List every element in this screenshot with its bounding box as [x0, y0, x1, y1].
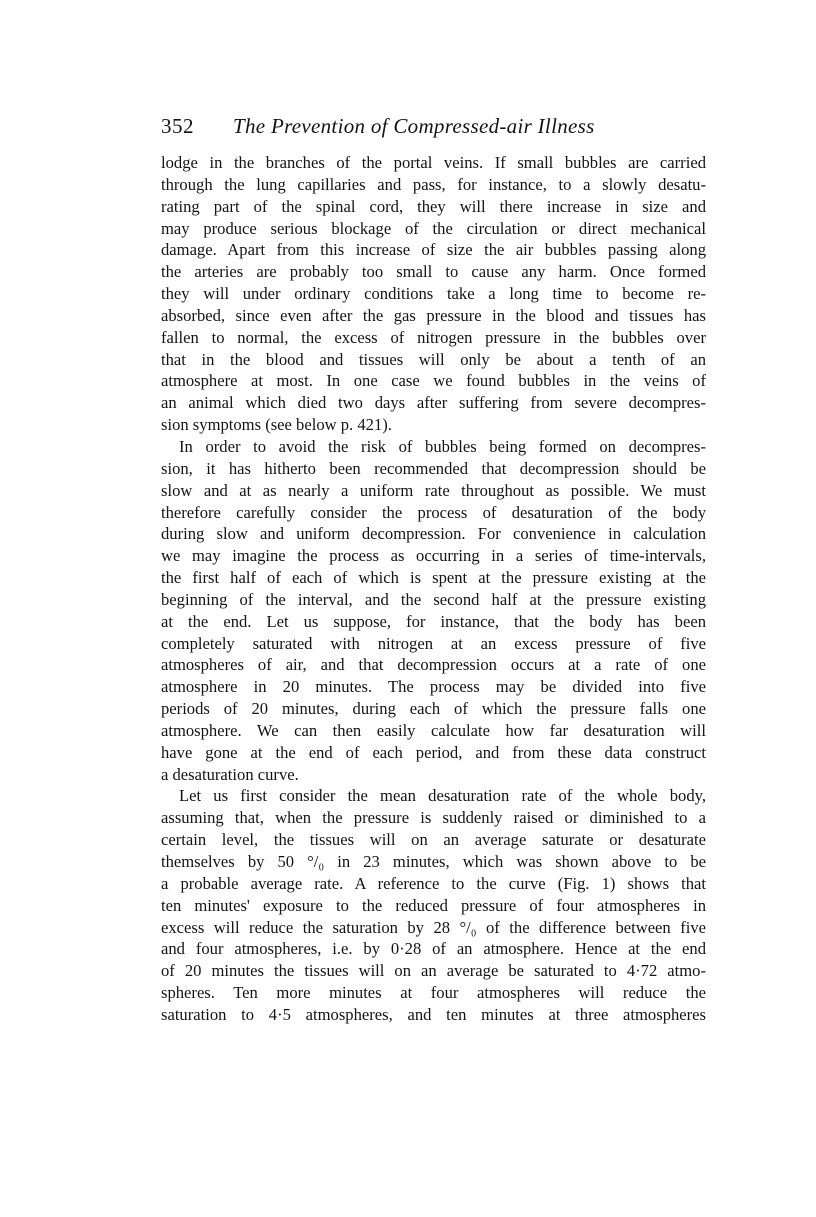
text-line: atmosphere in 20 minutes. The process may be divided into five — [161, 677, 706, 697]
text-line: absorbed, since even after the gas pressure in the blood and tissues has — [161, 305, 706, 325]
text-line: periods of 20 minutes, during each of which the pressure falls one — [161, 699, 706, 719]
text-line: rating part of the spinal cord, they will there increase in size and — [161, 196, 706, 216]
paragraph-3 — [161, 785, 706, 1025]
text-line: certain level, the tissues will on an average saturate or desaturate — [161, 830, 706, 850]
text-line: the arteries are probably too small to cause any harm. Once formed — [161, 262, 706, 282]
text-line: completely saturated with nitrogen at an excess pressure of five — [161, 633, 706, 653]
text-line: atmosphere at most. In one case we found bubbles in the veins of — [161, 371, 706, 391]
text-line: at the end. Let us suppose, for instance, that the body has been — [161, 611, 706, 631]
running-title: The Prevention of Compressed-air Illness — [233, 114, 595, 138]
text-line: atmosphere. We can then easily calculate how far desaturation will — [161, 720, 706, 740]
body-text — [161, 152, 706, 1026]
text-line: the first half of each of which is spent at the pressure existing at the — [161, 568, 706, 588]
text-line: themselves by 50 °/₀ in 23 minutes, which was shown above to be — [161, 852, 706, 871]
text-line: Let us first consider the mean desaturation rate of the whole body, — [179, 786, 706, 806]
text-line: and four atmospheres, i.e. by 0·28 of an atmosphere. Hence at the end — [161, 939, 706, 959]
text-line: they will under ordinary conditions take a long time to become re- — [161, 284, 706, 304]
text-line: excess will reduce the saturation by 28 °/₀ of the difference between five — [161, 917, 706, 937]
text-line: In order to avoid the risk of bubbles being formed on decompres- — [179, 436, 706, 456]
text-line: saturation to 4·5 atmospheres, and ten minutes at three atmospheres — [161, 1004, 706, 1024]
text-line: assuming that, when the pressure is suddenly raised or diminished to a — [161, 808, 706, 828]
text-line: may produce serious blockage of the circulation or direct mechanical — [161, 218, 706, 238]
text-line: we may imagine the process as occurring in a series of time-intervals, — [161, 546, 706, 566]
text-line: fallen to normal, the excess of nitrogen pressure in the bubbles over — [161, 327, 706, 347]
text-line: slow and at as nearly a uniform rate throughout as possible. We must — [161, 480, 706, 500]
running-header — [161, 110, 706, 150]
text-line: atmospheres of air, and that decompression occurs at a rate of one — [161, 655, 706, 675]
text-line: during slow and uniform decompression. For convenience in calculation — [161, 524, 706, 544]
text-line: a probable average rate. A reference to the curve (Fig. 1) shows that — [161, 873, 706, 893]
text-line: beginning of the interval, and the second half at the pressure existing — [161, 589, 706, 609]
text-line: therefore carefully consider the process of desaturation of the body — [161, 502, 706, 522]
text-line: of 20 minutes the tissues will on an average be saturated to 4·72 atmo- — [161, 961, 706, 981]
text-line: sion symptoms (see below p. 421). — [161, 415, 392, 435]
paragraph-1 — [161, 152, 706, 436]
text-line: spheres. Ten more minutes at four atmospheres will reduce the — [161, 983, 706, 1003]
text-line: through the lung capillaries and pass, for instance, to a slowly desatu- — [161, 174, 706, 194]
text-line: a desaturation curve. — [161, 764, 299, 784]
text-line: sion, it has hitherto been recommended that decompression should be — [161, 458, 706, 478]
text-line: damage. Apart from this increase of size the air bubbles passing along — [161, 240, 706, 260]
text-line: lodge in the branches of the portal veins. If small bubbles are carried — [161, 153, 706, 172]
text-line: an animal which died two days after suffering from severe decompres- — [161, 393, 706, 413]
page-number: 352 — [161, 114, 194, 138]
paragraph-2 — [161, 436, 706, 786]
text-line: that in the blood and tissues will only be about a tenth of an — [161, 349, 706, 369]
text-line: have gone at the end of each period, and from these data construct — [161, 742, 706, 762]
text-line: ten minutes' exposure to the reduced pressure of four atmospheres in — [161, 895, 706, 915]
